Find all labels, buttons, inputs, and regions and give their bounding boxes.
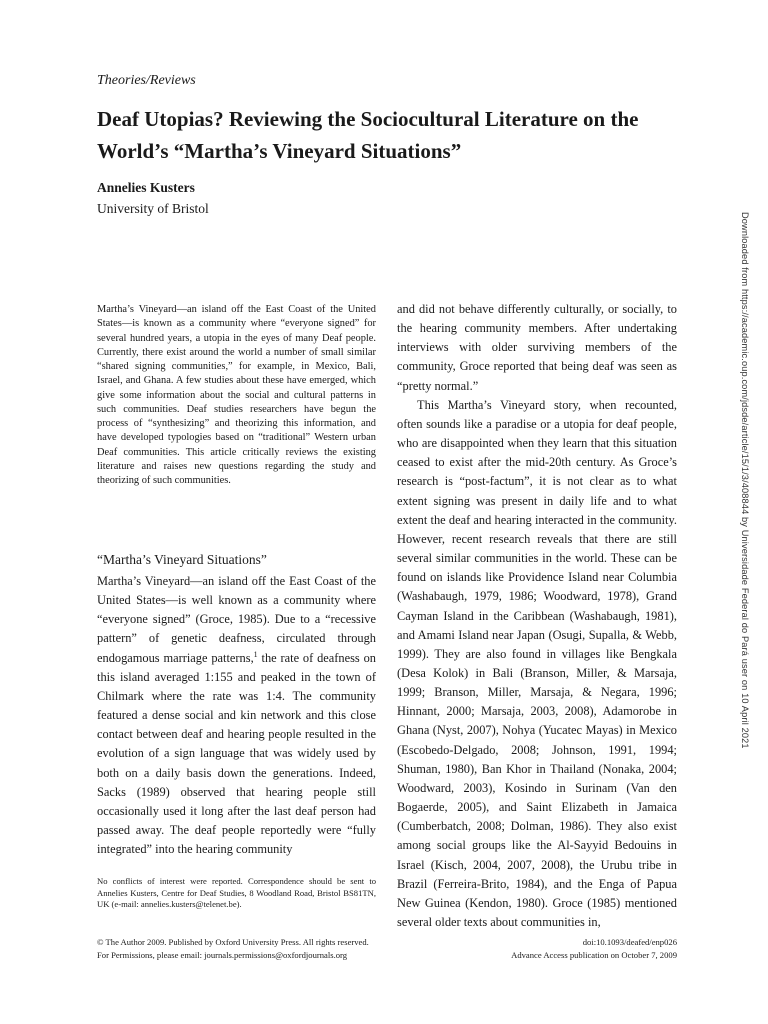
article-title: Deaf Utopias? Reviewing the Sociocultural Literature on the World’s “Martha’s Vineyard Situations” (97, 107, 639, 163)
footnote-marker: 1 (253, 649, 258, 659)
doi-line: doi:10.1093/deafed/enp026 (582, 937, 677, 947)
doi-footer (440, 936, 677, 961)
paragraph-text: Martha’s Vineyard—an island off the East Coast of the United States—is well known as a community where “everyone signed” (Groce, 1985). Due to a “recessive pattern” of genetic deafness, circulated through endogamous marriage patterns, (97, 574, 376, 665)
correspondence-footnote: No conflicts of interest were reported. Correspondence should be sent to Annelies Kusters, Centre for Deaf Studies, 8 Woodland Road, Bristol BS81TN, UK (e-mail: annelies.kusters@telenet.be). (97, 876, 376, 910)
body-paragraph: This Martha’s Vineyard story, when recounted, often sounds like a paradise or a utopia for deaf people, who are disappointed when they learn that this situation ceased to exist after the mid-20th century. As Groce’s research is “post-factum”, it is not clear as to what extent signing was present in daily life and to what extent the deaf and hearing interacted in the community. However, recent research reveals that there are still several similar communities in the world. These can be found on islands like Providence Island near Columbia (Washabaugh, 1979, 1986; Woodward, 1978), Grand Cayman Island in the Caribbean (Washabaugh, 1981), and Amami Island near Japan (Osugi, Supalla, & Webb, 1999). They are also found in villages like Bengkala (Desa Kolok) in Bali (Branson, Miller, & Marsaja, 1999; Branson, Miller, Marsaja, & Negara, 1996; Hinnant, 2000; Marsaja, 2003, 2008), Adamorobe in Ghana (Nyst, 2007), Nohya (Yucatec Mayas) in Mexico (Escobedo-Delgado, 2008; Johnson, 1991, 1994; Shuman, 1980), Ban Khor in Thailand (Nonaka, 2004; Woodward, 2003), Kosindo in Surinam (Van den Bogaerde, 2005), and Saint Elizabeth in Jamaica (Cumberbatch, 2008; Dolman, 1986). They also exist among social groups like the Al-Sayyid Bedouins in Israel (Kisch, 2004, 2007, 2008), the Urubu tribe in Brazil (Ferreira-Brito, 1984), and the Enga of Papua New Guinea (Kendon, 1980). Groce (1985) mentioned several older texts about communities in, (397, 397, 677, 929)
copyright-line: © The Author 2009. Published by Oxford University Press. All rights reserved. (97, 937, 369, 947)
author-name: Annelies Kusters (97, 180, 195, 195)
paragraph-text: the rate of deafness on this island averaged 1:155 and peaked in the town of Chilmark where the rate was 1:4. The community featured a dense social and kin network and this close contact between deaf and hearing people resulted in the evolution of a sign language that was widely used by both on a daily basis down the generations. Indeed, Sacks (1989) observed that hearing people still occasionally used it long after the last deaf person had passed away. The deaf people reportedly were “fully integrated” into the hearing community (97, 650, 376, 857)
download-watermark: Downloaded from https://academic.oup.com/jdsde/article/15/1/3/408844 by Universidade Federal do Pará user on 10 April 2021 (740, 212, 750, 749)
author-affiliation: University of Bristol (97, 201, 209, 216)
right-column (397, 300, 677, 932)
permissions-line: For Permissions, please email: journals.permissions@oxfordjournals.org (97, 949, 348, 960)
copyright-footer (97, 936, 437, 961)
body-paragraph: and did not behave differently culturally, or socially, to the hearing community members. After undertaking interviews with older surviving members of the community, Groce reported that being deaf was seen as “pretty normal.” (397, 302, 677, 393)
body-paragraph-left (97, 572, 376, 859)
section-label: Theories/Reviews (97, 73, 196, 88)
abstract: Martha’s Vineyard—an island off the East Coast of the United States—is known as a community where “everyone signed” for several hundred years, a utopia in the eyes of many Deaf people. Currently, there exist around the world a number of small similar “shared signing communities,” for example, in Mexico, Bali, Israel, and Ghana. A few studies about these have emerged, which give some information about the social and cultural patterns in such communities. Deaf studies researchers have begun the process of “synthesizing” and theorizing this information, and have developed typologies based on “traditional” Western urban Deaf communities. This article critically reviews the existing literature and raises new questions regarding the study and theorizing of such communities. (97, 304, 376, 486)
access-line: Advance Access publication on October 7, 2009 (511, 949, 677, 960)
section-heading: “Martha’s Vineyard Situations” (97, 552, 267, 567)
